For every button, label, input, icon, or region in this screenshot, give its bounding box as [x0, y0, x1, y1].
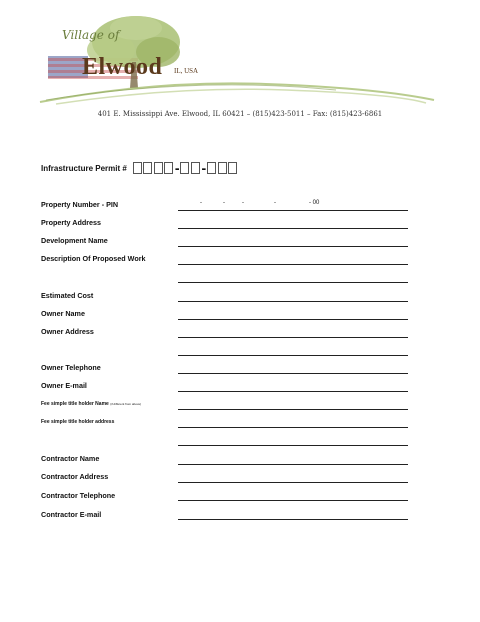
permit-dash: - — [174, 160, 180, 176]
label-property-number: Property Number - PIN — [41, 200, 119, 209]
permit-label: Infrastructure Permit # — [41, 163, 127, 173]
field-contractor-telephone[interactable] — [178, 500, 408, 501]
field-estimated-cost[interactable] — [178, 301, 408, 302]
label-contractor-email: Contractor E-mail — [41, 510, 102, 519]
field-owner-address-line-2[interactable] — [178, 355, 408, 356]
permit-dash: - — [201, 160, 207, 176]
pin-suffix: - 00 — [309, 200, 320, 206]
permit-number — [41, 162, 239, 174]
permit-digit-box[interactable] — [133, 162, 142, 174]
field-owner-address-line-1[interactable] — [178, 337, 408, 338]
permit-digit-box[interactable] — [154, 162, 163, 174]
label-development-name: Development Name — [41, 236, 108, 245]
field-owner-name[interactable] — [178, 319, 408, 320]
label-owner-email: Owner E-mail — [41, 381, 87, 390]
permit-digit-box[interactable] — [191, 162, 200, 174]
field-contractor-address[interactable] — [178, 482, 408, 483]
pin-separator: - — [200, 200, 202, 206]
label-owner-telephone: Owner Telephone — [41, 363, 101, 372]
pin-separator: - — [242, 200, 244, 206]
field-title-holder-address-line-1[interactable] — [178, 427, 408, 428]
label-owner-name: Owner Name — [41, 309, 85, 318]
field-property-number[interactable] — [178, 210, 408, 211]
logo-name-text: Elwood — [82, 54, 163, 80]
label-owner-address: Owner Address — [41, 327, 94, 336]
field-description-line-1[interactable] — [178, 264, 408, 265]
village-logo — [36, 10, 436, 110]
permit-digit-box[interactable] — [143, 162, 152, 174]
field-development-name[interactable] — [178, 246, 408, 247]
pin-separator: - — [274, 200, 276, 206]
field-owner-email[interactable] — [178, 391, 408, 392]
permit-digit-box[interactable] — [228, 162, 237, 174]
field-title-holder-address-line-2[interactable] — [178, 445, 408, 446]
label-title-holder-address: Fee simple title holder address — [41, 419, 115, 425]
permit-digit-box[interactable] — [207, 162, 216, 174]
label-description: Description Of Proposed Work — [41, 254, 146, 263]
field-contractor-email[interactable] — [178, 519, 408, 520]
label-title-holder-note: (if different from above) — [110, 402, 142, 406]
field-title-holder-name[interactable] — [178, 409, 408, 410]
permit-digit-box[interactable] — [164, 162, 173, 174]
field-property-address[interactable] — [178, 228, 408, 229]
label-title-holder-name-text: Fee simple title holder Name — [41, 401, 109, 407]
field-owner-telephone[interactable] — [178, 373, 408, 374]
field-contractor-name[interactable] — [178, 464, 408, 465]
label-property-address: Property Address — [41, 218, 102, 227]
label-contractor-address: Contractor Address — [41, 472, 109, 481]
label-contractor-name: Contractor Name — [41, 454, 100, 463]
permit-digit-box[interactable] — [218, 162, 227, 174]
label-title-holder-name — [41, 401, 141, 407]
pin-separator: - — [223, 200, 225, 206]
field-description-line-2[interactable] — [178, 282, 408, 283]
label-contractor-telephone: Contractor Telephone — [41, 491, 116, 500]
logo-village-text: Village of — [62, 28, 120, 42]
logo-state-text: IL, USA — [174, 67, 199, 75]
label-estimated-cost: Estimated Cost — [41, 291, 94, 300]
address-line: 401 E. Mississippi Ave. Elwood, IL 60421 – (815)423-5011 – Fax: (815)423-6861 — [97, 110, 383, 118]
permit-digit-box[interactable] — [180, 162, 189, 174]
